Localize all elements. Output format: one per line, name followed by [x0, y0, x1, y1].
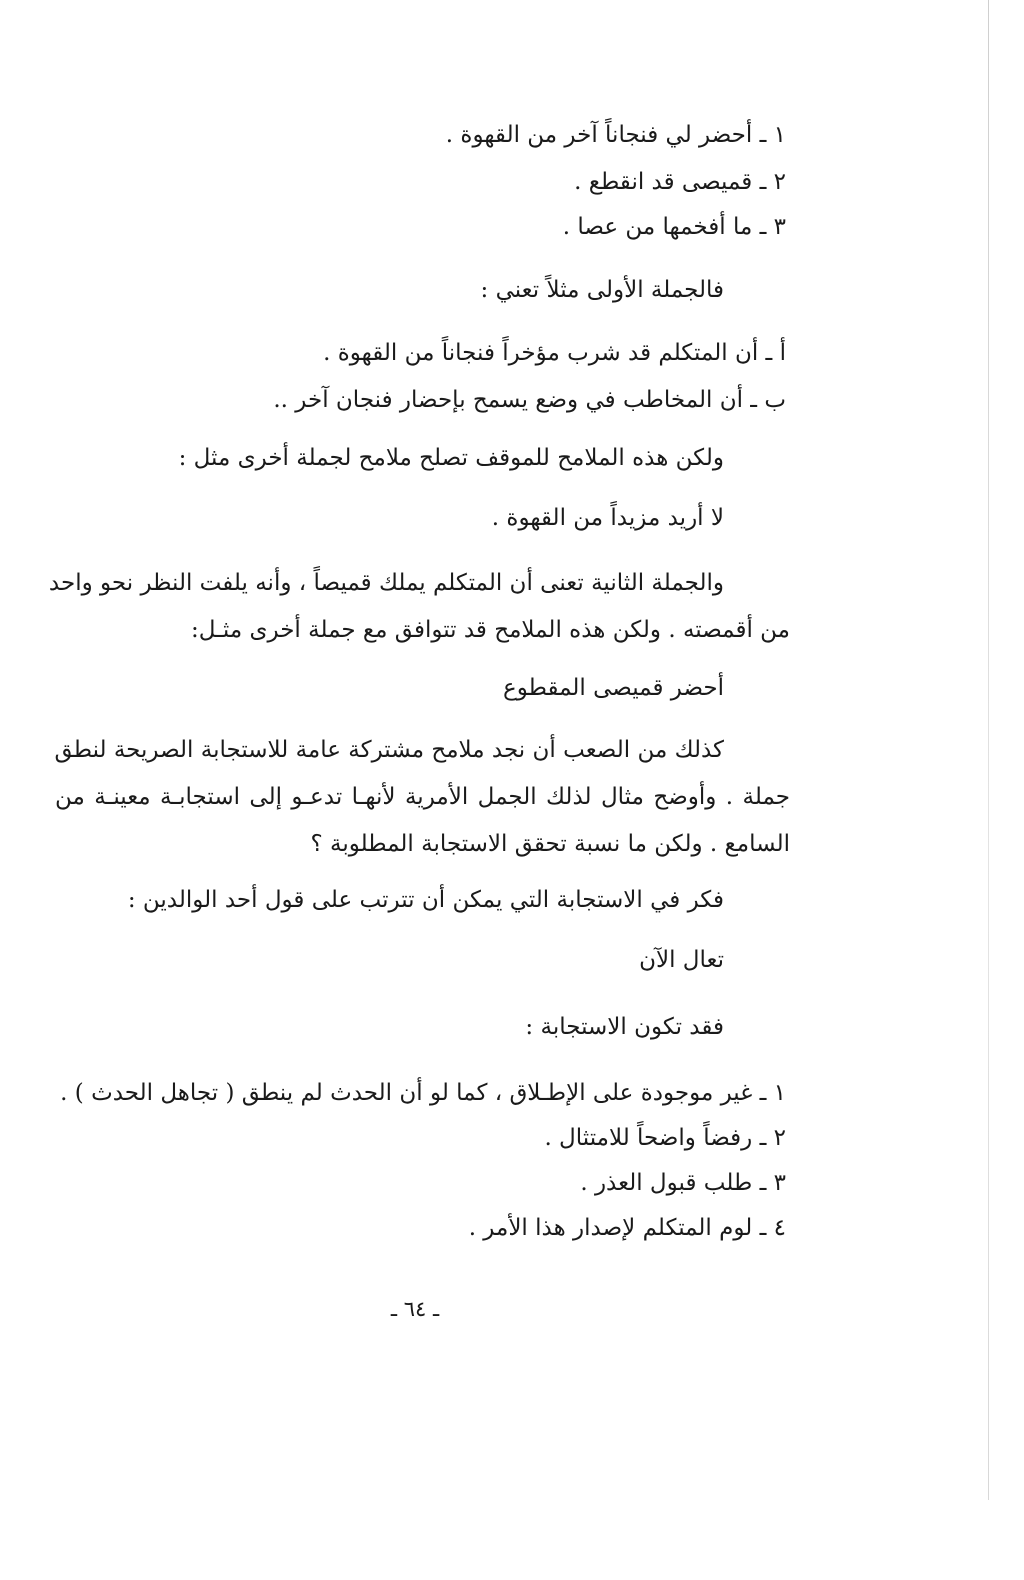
- example-3: ٣ ـ ما أفخمها من عصا .: [562, 214, 786, 240]
- difficulty-paragraph: [55, 727, 790, 868]
- difficulty-line-1: كذلك من الصعب أن نجد ملامح مشتركة عامة للاستجابة الصريحة لنطق: [54, 737, 724, 763]
- example-1: ١ ـ أحضر لي فنجاناً آخر من القهوة .: [445, 122, 786, 148]
- example-2: ٢ ـ قميصى قد انقطع .: [574, 169, 786, 195]
- meaning-b: ب ـ أن المخاطب في وضع يسمح بإحضار فنجان آخر ..: [273, 387, 786, 413]
- bring-shirt-sentence: أحضر قميصى المقطوع: [502, 675, 724, 701]
- difficulty-line-3: السامع . ولكن ما نسبة تحقق الاستجابة المطلوبة ؟: [310, 831, 790, 857]
- meaning-a: أ ـ أن المتكلم قد شرب مؤخراً فنجاناً من القهوة .: [323, 340, 786, 366]
- page-number: ـ ٦٤ ـ: [390, 1297, 440, 1321]
- first-sentence-intro: فالجملة الأولى مثلاً تعني :: [480, 277, 724, 303]
- response-intro: فقد تكون الاستجابة :: [525, 1014, 724, 1040]
- features-other: ولكن هذه الملامح للموقف تصلح ملامح لجملة أخرى مثل :: [178, 445, 724, 471]
- response-1: ١ ـ غير موجودة على الإطـلاق ، كما لو أن الحدث لم ينطق ( تجاهل الحدث ) .: [60, 1080, 786, 1106]
- think-sentence: فكر في الاستجابة التي يمكن أن تترتب على قول أحد الوالدين :: [127, 887, 724, 913]
- page-edge-line: [988, 0, 989, 1500]
- response-2: ٢ ـ رفضاً واضحاً للامتثال .: [544, 1125, 786, 1151]
- come-now-sentence: تعال الآن: [639, 947, 724, 973]
- second-sentence-paragraph: [48, 560, 790, 654]
- no-more-coffee-sentence: لا أريد مزيداً من القهوة .: [491, 505, 724, 531]
- response-4: ٤ ـ لوم المتكلم لإصدار هذا الأمر .: [468, 1215, 786, 1241]
- response-3: ٣ ـ طلب قبول العذر .: [580, 1170, 786, 1196]
- difficulty-line-2: جملة . وأوضح مثال لذلك الجمل الأمرية لأنهـا تدعـو إلى استجابـة معينـة من: [55, 784, 790, 810]
- second-sentence-line-2: من أقمصته . ولكن هذه الملامح قد تتوافق مع جملة أخرى مثـل:: [191, 617, 790, 643]
- second-sentence-line-1: والجملة الثانية تعنى أن المتكلم يملك قميصاً ، وأنه يلفت النظر نحو واحد: [48, 570, 724, 596]
